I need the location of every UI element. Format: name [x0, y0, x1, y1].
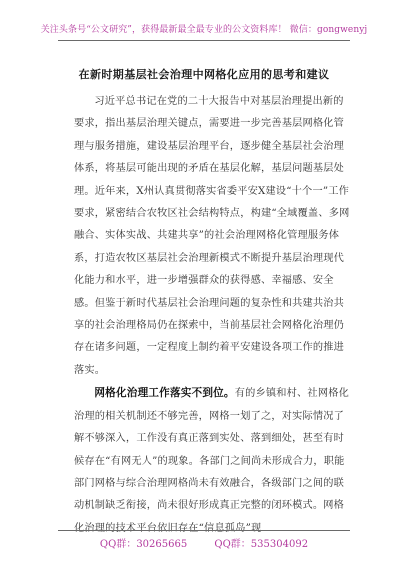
document-body	[74, 91, 352, 540]
page-header-banner: 关注头条号“公文研究”，获得最新最全最专业的公文资料库！ 微信：gongwenyj	[40, 25, 368, 35]
section-text: 有的乡镇和村、社网格化治理的相关机制还不够完善，网格一划了之，对实际情况了解不够深入，工作没有真正落到实处、落到细处，甚至有时候存在“有网无人”的现象。各部门之间尚未形成合力，职能部门网格与综合治理网格尚未有效融合，各级部门之间的联动机制缺乏衔接，尚未很好形成真正完整的闭环模式。网格化治理的技术平台依旧存在“信息孤岛”现	[74, 388, 349, 534]
qq-group-2: QQ群：535304092	[214, 539, 309, 550]
header-divider	[58, 40, 350, 41]
footer-divider	[58, 530, 350, 531]
section-lead: 网格化治理工作落实不到位。	[94, 387, 235, 400]
section-paragraph	[74, 382, 352, 540]
document-title: 在新时期基层社会治理中网格化应用的思考和建议	[78, 68, 330, 81]
page-footer	[0, 535, 408, 550]
intro-paragraph: 习近平总书记在党的二十大报告中对基层治理提出新的要求，指出基层治理关键点，需要进一步完善基层网格化管理与服务措施，建设基层治理平台，逐步健全基层社会治理体系，将基层可能出现的矛盾在基层化解，基层问题基层处理。近年来，X州认真贯彻落实省委平安X建设“十个一”工作要求，紧密结合农牧区社会结构特点，构建“全域覆盖、多网融合、实体实战、共建共享”的社会治理网格化管理服务体系，打造农牧区基层社会治理新模式不断提升基层治理现代化能力和水平，进一步增强群众的获得感、幸福感、安全感。但鉴于新时代基层社会治理问题的复杂性和共建共治共享的社会治理格局仍在探索中，当前基层社会网格化治理仍存在诸多问题，一定程度上制约着平安建设各项工作的推进落实。	[74, 96, 350, 376]
qq-group-1: QQ群：30265665	[99, 539, 188, 550]
